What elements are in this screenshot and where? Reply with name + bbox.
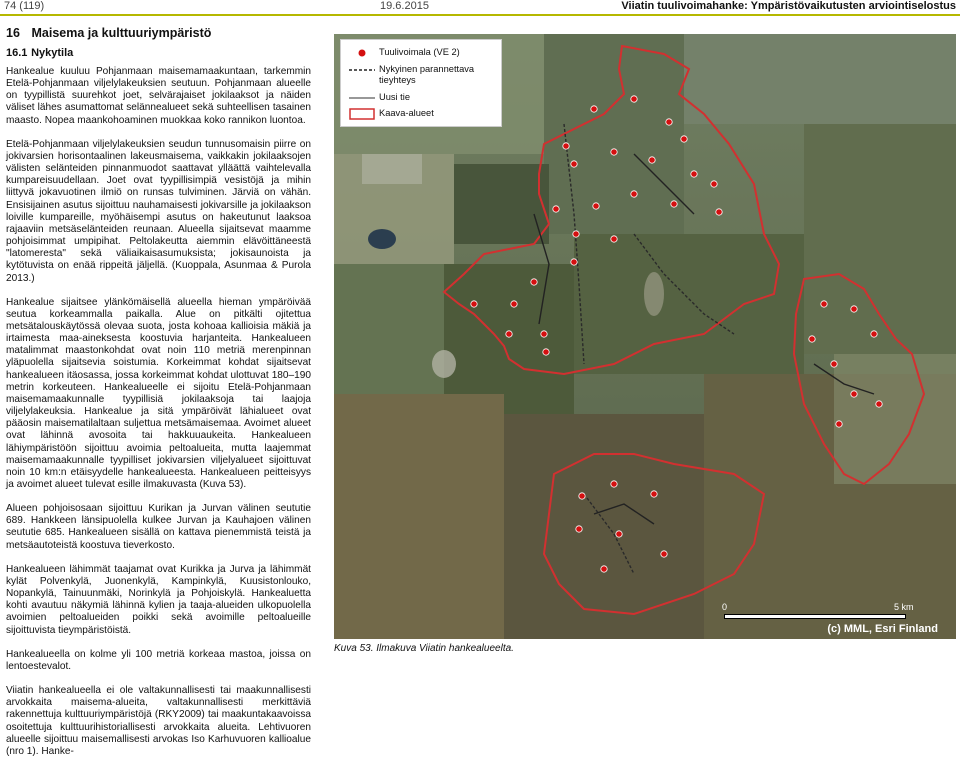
section-title: Maisema ja kulttuuriympäristö [31, 26, 212, 40]
scale-bar [724, 602, 924, 622]
turbine-icon [631, 96, 637, 102]
document-title: Viiatin tuulivoimahanke: Ympäristövaikutusten arviointiselostus [621, 0, 956, 12]
turbine-icon [876, 401, 882, 407]
turbine-icon [506, 331, 512, 337]
turbine-icon [511, 301, 517, 307]
red-outline-box-icon [347, 107, 377, 121]
turbine-icon [836, 421, 842, 427]
turbine-icon [671, 201, 677, 207]
turbine-icon [681, 136, 687, 142]
turbine-icon [716, 209, 722, 215]
subsection-number: 16.1 [6, 47, 28, 59]
map-copyright: (c) MML, Esri Finland [827, 623, 938, 635]
page-date: 19.6.2015 [380, 0, 429, 12]
page-number: 74 (119) [4, 0, 45, 12]
turbine-icon [651, 491, 657, 497]
legend-label: Uusi tie [379, 92, 411, 102]
figure-caption: Kuva 53. Ilmakuva Viiatin hankealueelta. [334, 643, 514, 654]
paragraph: Hankealue kuuluu Pohjanmaan maisemamaakuntaan, tarkemmin Etelä-Pohjanmaan viljelylakeuksien seutuun. Pohjanmaan alueelle on tyypillistä suurehkot joet, selvärajaiset jokilaaksot ja näiden väliset lähes asumattomat selännealueet sekä suhteellisen tasainen maasto. Nopea maankohoaminen muokkaa koko rannikon luontoa. [6, 66, 311, 126]
paragraph: Hankealueen lähimmät taajamat ovat Kurikka ja Jurva ja lähimmät kylät Polvenkylä, Juonenkylä, Kampinkylä, Kuusistonlouko, Nopankylä, Tainuunmäki, Norinkylä ja Pohjoiskylä. Hankealuetta kohti avautuu näkymiä lähinnä kylien ja taaja-alueiden ulkopuolella avoimien peltoalueiden poikki sekä avoimille peltoalueille sijoittuvista tieympäristöistä. [6, 563, 311, 636]
scale-bar-line [724, 614, 906, 619]
map-legend [340, 39, 502, 127]
legend-label: Nykyinen parannettava tieyhteys [379, 64, 475, 85]
turbine-icon [579, 493, 585, 499]
turbine-icon [661, 551, 667, 557]
turbine-icon [601, 566, 607, 572]
paragraph: Hankealue sijaitsee ylänkömäisellä alueella hieman ympäröivää seutua korkeammalla paikalla. Alue on pitkälti ojitettua metsätalouskäytössä olevaa suota, josta kohoaa kallioisia mäkiä ja irtaimesta maa-aineksesta koostuvia harjanteita. Hankealueen matalimmat maastonkohdat ovat noin 110 metriä merenpinnan yläpuolella sijaitsevia soistumia. Korkeimmat kohdat sijaitsevat hankealueen itäosassa, jossa korkeimmat kohdat ulottuvat 180–190 metrin korkeuteen. Hankealueelle ei sijoitu Etelä-Pohjanmaan maisemamaakunnalle tyypillisiä jokilaaksoja tai laajoja viljelylakeuksia. Hankealue ja sitä ympäröivät lähialueet ovat pääosin maisematilaltaan suljettua metsämaisemaa. Avoimet alueet ovat lähinnä avosoita tai hakkuuaukeita. Hankealueen lähiympäristöön sijoittuu avoimia peltoalueita, mutta laajemmat maisemamaakunnalle tyypilliset jokivarsien viljelyalueet sijoittuvat noin 10 km:n etäisyydelle hankealueesta. Hankealueen peitteisyys ja avoimet alueet tulevat esille ilmakuvasta (Kuva 53). [6, 296, 311, 490]
turbine-icon [541, 331, 547, 337]
turbine-icon [563, 143, 569, 149]
header-rule [0, 14, 960, 16]
scale-start-label: 0 [722, 602, 728, 612]
turbine-icon [531, 279, 537, 285]
turbine-icon [851, 306, 857, 312]
red-dot-icon [347, 47, 377, 59]
turbine-icon [571, 161, 577, 167]
legend-label: Tuulivoimala (VE 2) [379, 47, 460, 57]
turbine-icon [471, 301, 477, 307]
turbine-icon [576, 526, 582, 532]
turbine-icon [543, 349, 549, 355]
turbine-icon [666, 119, 672, 125]
paragraph: Hankealueella on kolme yli 100 metriä korkeaa mastoa, joissa on lentoestevalot. [6, 648, 311, 672]
turbine-icon [571, 259, 577, 265]
subsection-heading [6, 47, 73, 59]
subsection-title: Nykytila [31, 47, 74, 59]
turbine-icon [851, 391, 857, 397]
turbine-icon [611, 149, 617, 155]
page-header [0, 0, 960, 14]
paragraph: Etelä-Pohjanmaan viljelylakeuksien seudun tunnusomaisin piirre on jokivarsien horisontaalinen lakeusmaisema, vaikkakin jokilaaksojen välisten selänteiden pinnanmuodot saattavat ylläättä vaihtelevalla kumpareisuudellaan. Joet ovat tyypillisimpiä vesistöjä ja mihin liittyvä jokavuotinen ilmiö on runsas tulviminen. Järviä on vähän. Ensisijainen asutus sijoittuu nauhamaisesti jokivarsille ja jokilaakson loiville kumpareille, myöhäisempi asutus on hakeutunut laaksoa rajaaviin metsäselänteiden reunaan. Alueella sijaitsevat maamme pohjoisimmat umpipihat. Peltolakeutta aiemmin elävöittäneestä "latomeresta" sekä väliaikaisasumuksista; jokisaunoista ja kytötuvista on enää rippeitä jäljellä. (Kuoppala, Asunmaa & Purola 2013.) [6, 138, 311, 284]
turbine-icon [691, 171, 697, 177]
turbine-icon [593, 203, 599, 209]
turbine-icon [631, 191, 637, 197]
section-heading [6, 26, 211, 40]
turbine-icon [649, 157, 655, 163]
turbine-icon [871, 331, 877, 337]
legend-label: Kaava-alueet [379, 108, 434, 118]
turbine-icon [831, 361, 837, 367]
turbine-icon [611, 481, 617, 487]
turbine-icon [573, 231, 579, 237]
body-text-column [6, 66, 311, 770]
turbine-icon [616, 531, 622, 537]
solid-line-icon [347, 92, 377, 104]
scale-end-label: 5 km [894, 602, 914, 612]
section-number: 16 [6, 26, 20, 40]
paragraph: Alueen pohjoisosaan sijoittuu Kurikan ja Jurvan välinen seututie 689. Hankkeen länsipuolella kulkee Jurvan ja Kauhajoen välinen seututie 685. Hankealueen sisällä on kattava pienemmistä teistä ja metsäautoteistä koostuva tieverkosto. [6, 503, 311, 551]
turbine-icon [591, 106, 597, 112]
turbine-icon [809, 336, 815, 342]
paragraph: Viiatin hankealueella ei ole valtakunnallisesti tai maakunnallisesti arvokkaita maisema-alueita, valtakunnallisesti merkittäviä rakennettuja kulttuuriympäristöjä (RKY2009) tai maakuntakaavoissa osoitettuja kulttuurihistoriallisesti arvokkaita alueita. Lehtivuoren alueelle sijoittuu maisemallisesti arvokas Iso Karhuvuoren kallioalue (nro 1). Hanke- [6, 685, 311, 757]
turbine-icon [553, 206, 559, 212]
turbine-icon [821, 301, 827, 307]
dashed-line-icon [347, 64, 377, 76]
turbine-icon [711, 181, 717, 187]
turbine-icon [611, 236, 617, 242]
